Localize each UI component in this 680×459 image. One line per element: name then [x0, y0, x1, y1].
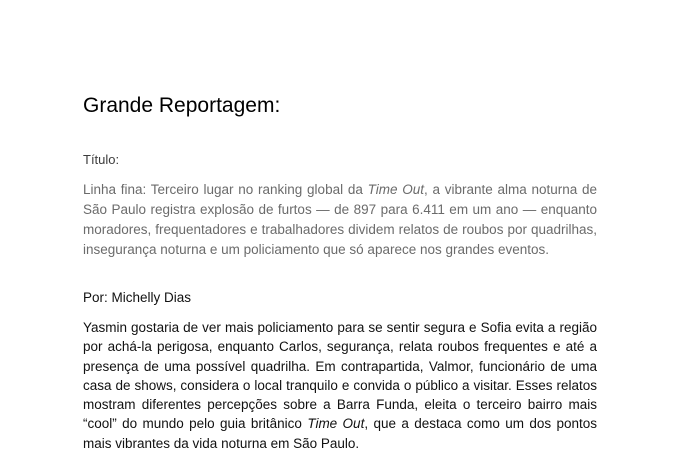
lead-text-part-2: , a vibrante alma noturna de São Paulo registra explosão de furtos — de 897 para 6.411 em um ano — enquanto moradores, frequentadores e trabalhadores dividem relatos de roubos por quadrilhas, insegurança noturna e um policiamento que só aparece nos grandes eventos. — [83, 182, 598, 257]
lead-paragraph — [83, 180, 597, 260]
document-heading: Grande Reportagem: — [83, 94, 281, 117]
body-text-part-1: Yasmin gostaria de ver mais policiamento para se sentir segura e Sofia evita a região por achá-la perigosa, enquanto Carlos, segurança, relata roubos frequentes e até a presença de uma possível quadrilha. Em contrapartida, Valmor, funcionário de uma casa de shows, considera o local tranquilo e convida o público a visitar. Esses relatos mostram diferentes percepções sobre a Barra Funda, eleita o terceiro bairro mais “cool” do mundo pelo guia britânico — [83, 320, 597, 432]
lead-text-part-1: Linha fina: Terceiro lugar no ranking global da — [83, 182, 368, 197]
title-label: Título: — [83, 152, 120, 167]
body-publication-name: Time Out — [307, 416, 365, 432]
lead-publication-name: Time Out — [367, 182, 424, 197]
body-paragraph — [83, 318, 597, 453]
body-text-part-2: , que a destaca como um dos pontos mais vibrantes da vida noturna em São Paulo. — [83, 416, 597, 451]
byline: Por: Michelly Dias — [83, 290, 192, 305]
